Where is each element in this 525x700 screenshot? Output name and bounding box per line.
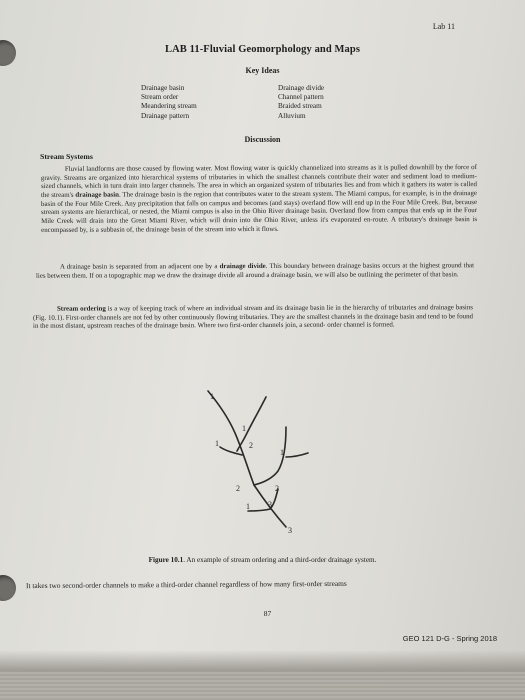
order-label: 2 [275,484,279,493]
key-idea: Braided stream [278,102,322,111]
paragraph-stream-ordering [33,304,473,332]
order-label: 1 [246,502,250,511]
key-ideas-heading: Key Ideas [245,66,280,75]
key-idea: Drainage basin [141,84,185,92]
key-idea: Drainage divide [278,84,325,92]
stream-segment [248,509,270,511]
order-label: 1 [215,439,219,448]
term-drainage-divide: drainage divide [219,262,266,271]
course-footer: GEO 121 D-G - Spring 2018 [402,634,497,643]
figure-caption-label: Figure 10.1 [148,556,184,564]
stream-order-figure [190,385,340,545]
paragraph-text: Fluvial landforms are those caused by flowing water. Most flowing water is quickly channelized into streams as it is pulled downhill by the force of gravity. Streams are organized into hierarchical systems of tributaries in which the smallest channels contribute their water and sediment load to medium-sized channels, which in turn drain into larger channels. The area in which an organized system of tributaries lies and from which it gathers its water is called the stream's [40,164,477,199]
order-label: 1 [280,448,284,457]
key-idea: Alluvium [278,111,306,120]
paragraph-stream-systems [41,164,477,235]
order-label: 3 [288,526,292,535]
paragraph-text: . This boundary between drainage basins occurs at the highest ground that lies between them. If on a topographic map we draw the drainage divide all around a drainage basin, we will also be outlining the perimeter of that basin. [36,262,474,280]
key-idea: Drainage pattern [141,111,190,120]
page-number: 87 [263,609,272,618]
key-idea: Stream order [141,93,179,102]
order-label: 1 [210,392,214,401]
paper-stack-edge [0,672,525,700]
discussion-heading: Discussion [244,135,281,144]
question-text: It takes two second-order channels to make a third-order channel regardless of how many first-order streams [25,578,347,591]
order-label: 2 [249,441,253,450]
key-ideas-column-1 [141,84,197,121]
paragraph-drainage-divide [36,262,474,281]
section-heading: Stream Systems [40,152,93,161]
term-drainage-basin: drainage basin [75,191,119,199]
term-stream-ordering: Stream ordering [56,305,106,313]
binder-hole [0,575,16,601]
key-idea: Channel pattern [278,93,324,102]
figure-caption-text: . An example of stream ordering and a third-order drainage system. [183,556,377,564]
stream-segment [286,453,308,457]
order-label: 1 [242,424,246,433]
key-ideas-column-2 [278,84,324,121]
order-label: 2 [236,484,240,493]
page-title: LAB 11-Fluvial Geomorphology and Maps [164,44,361,55]
order-label: 3 [268,500,272,509]
paragraph-text: A drainage basin is separated from an adjacent one by a [59,263,220,271]
stream-segment [208,391,254,485]
paragraph-text: . The drainage basin is the region that contributes water to the stream system. The Miami campus, for example, is in the drainage basin of the Four Mile Creek. Any precipitation that falls on campus and becomes (and stays) overland flow will end up in the Four Mile Creek. But, because stream systems are hierarchical, or nested, the Miami campus is also in the Ohio River drainage basin. Overland flow from campus that ends up in the Four Mile Creek will drain into the Great Miami River, which will drain into the Ohio River, unless it's evaporated en-route. A tributary's drainage basin is encompassed by, is a subbasin of, the drainage basin of the stream into which it flows. [41,190,478,234]
key-idea: Meandering stream [141,102,197,111]
lab-number: Lab 11 [432,22,455,31]
paragraph-text: is a way of keeping track of where an individual stream and its drainage basin lie in the hierarchy of tributaries and drainage basins (Fig. 10.1). First-order channels are not fed by other continuously flowing tributaries. They are the smallest channels in the drainage basin and tend to be found in the most distant, upstream reaches of the drainage basin. Where two first-order channels join, a second- order channel is formed. [32,304,474,331]
figure-caption [0,556,525,564]
